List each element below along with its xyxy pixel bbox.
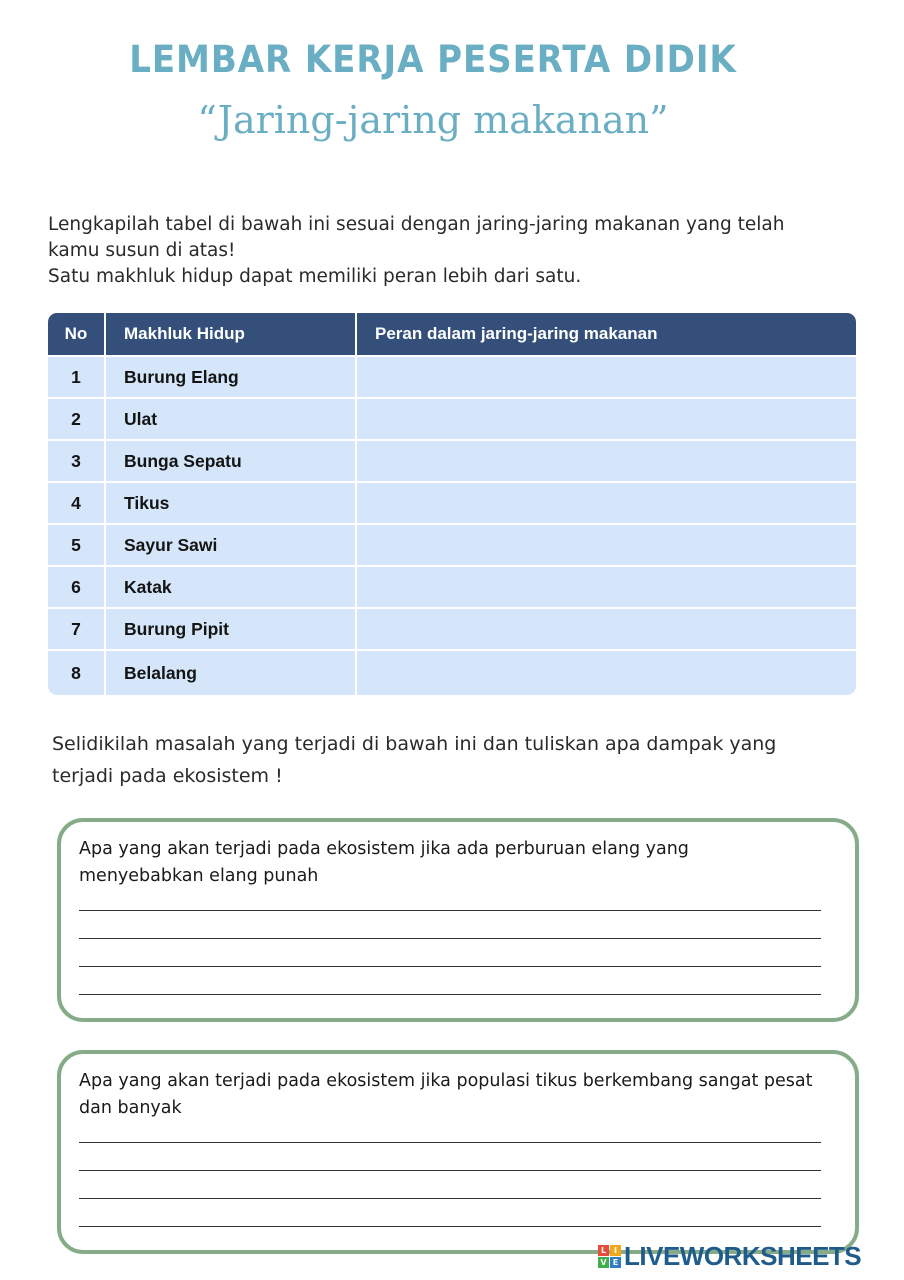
row-number: 2 — [48, 397, 106, 439]
section2-intro — [52, 728, 852, 792]
row-number: 1 — [48, 355, 106, 397]
row-number: 6 — [48, 565, 106, 607]
question-line: Apa yang akan terjadi pada ekosistem jika ada perburuan elang yang — [79, 839, 689, 859]
answer-line[interactable] — [79, 1170, 821, 1171]
table-row — [48, 565, 856, 607]
page-title: LEMBAR KERJA PESERTA DIDIK — [129, 38, 737, 81]
table-row — [48, 481, 856, 523]
answer-line[interactable] — [79, 994, 821, 995]
organism-name: Belalang — [106, 649, 357, 695]
row-number: 3 — [48, 439, 106, 481]
role-answer-cell[interactable] — [357, 439, 856, 481]
table-row — [48, 523, 856, 565]
answer-line[interactable] — [79, 1226, 821, 1227]
table-header-row — [48, 313, 856, 355]
table-row — [48, 607, 856, 649]
question-box-mouse — [57, 1050, 859, 1254]
logo-brand-text: LIVEWORKSHEETS — [624, 1240, 862, 1271]
logo-cube: V — [598, 1257, 609, 1268]
table-row — [48, 397, 856, 439]
organism-name: Ulat — [106, 397, 357, 439]
row-number: 4 — [48, 481, 106, 523]
table-row — [48, 649, 856, 695]
instruction-line: Satu makhluk hidup dapat memiliki peran lebih dari satu. — [48, 266, 582, 287]
organism-name: Bunga Sepatu — [106, 439, 357, 481]
role-answer-cell[interactable] — [357, 607, 856, 649]
role-answer-cell[interactable] — [357, 649, 856, 695]
question-text — [79, 1068, 839, 1122]
header-organism: Makhluk Hidup — [106, 313, 357, 355]
liveworksheets-logo — [598, 1242, 861, 1270]
logo-cubes-icon — [598, 1245, 621, 1268]
instruction-line: kamu susun di atas! — [48, 240, 236, 261]
answer-line[interactable] — [79, 938, 821, 939]
answer-line[interactable] — [79, 1142, 821, 1143]
table-row — [48, 355, 856, 397]
role-answer-cell[interactable] — [357, 397, 856, 439]
question-line: Apa yang akan terjadi pada ekosistem jika populasi tikus berkembang sangat pesat — [79, 1071, 813, 1091]
logo-cube: L — [598, 1245, 609, 1256]
section2-intro-line: terjadi pada ekosistem ! — [52, 765, 283, 787]
header-role: Peran dalam jaring-jaring makanan — [357, 313, 856, 355]
role-answer-cell[interactable] — [357, 523, 856, 565]
organism-name: Sayur Sawi — [106, 523, 357, 565]
question-line: menyebabkan elang punah — [79, 866, 319, 886]
question-line: dan banyak — [79, 1098, 182, 1118]
section2-intro-line: Selidikilah masalah yang terjadi di bawah ini dan tuliskan apa dampak yang — [52, 733, 777, 755]
organism-name: Burung Elang — [106, 355, 357, 397]
answer-line[interactable] — [79, 966, 821, 967]
page-subtitle: “Jaring-jaring makanan” — [197, 98, 669, 142]
instructions — [48, 212, 868, 290]
logo-cube: I — [610, 1245, 621, 1256]
header-no: No — [48, 313, 106, 355]
row-number: 7 — [48, 607, 106, 649]
role-answer-cell[interactable] — [357, 565, 856, 607]
question-text — [79, 836, 839, 890]
answer-line[interactable] — [79, 910, 821, 911]
instruction-line: Lengkapilah tabel di bawah ini sesuai dengan jaring-jaring makanan yang telah — [48, 214, 785, 235]
organism-name: Burung Pipit — [106, 607, 357, 649]
role-answer-cell[interactable] — [357, 355, 856, 397]
role-answer-cell[interactable] — [357, 481, 856, 523]
answer-line[interactable] — [79, 1198, 821, 1199]
row-number: 5 — [48, 523, 106, 565]
table-row — [48, 439, 856, 481]
logo-cube: E — [610, 1257, 621, 1268]
food-web-table — [48, 313, 856, 695]
row-number: 8 — [48, 649, 106, 695]
question-box-eagle — [57, 818, 859, 1022]
organism-name: Katak — [106, 565, 357, 607]
organism-name: Tikus — [106, 481, 357, 523]
